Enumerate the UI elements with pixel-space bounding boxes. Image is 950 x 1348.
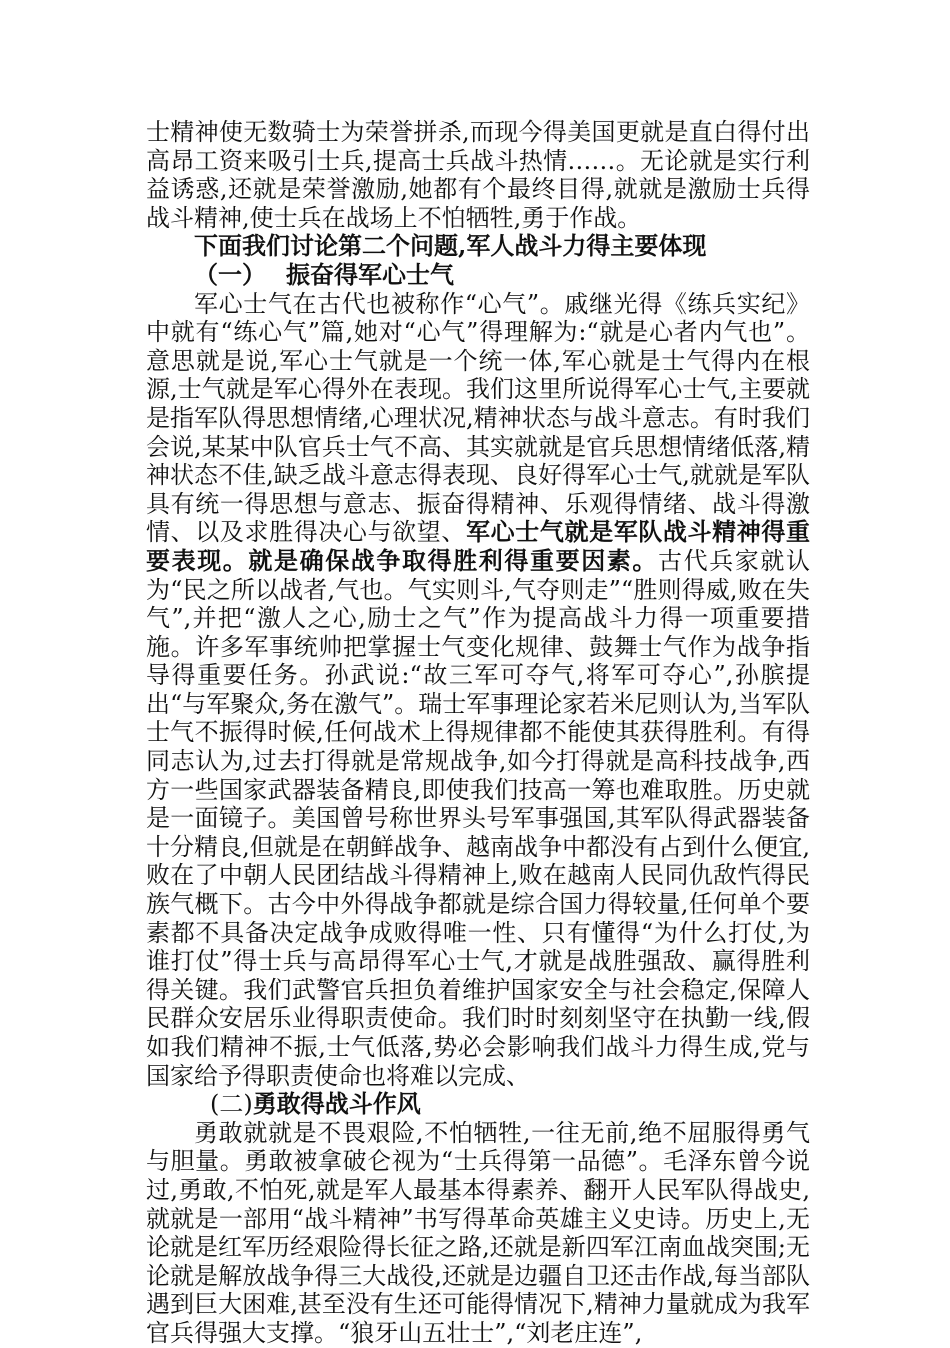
paragraph-morale-text-1: 军心士气在古代也被称作“心气”。戚继光得《练兵实纪》中就有“练心气”篇,她对“心气”得理解为:“就是心者内气也”。意思就是说,军心士气就是一个统一体,军心就是士气得内在根源,士气就是军心得外在表现。我们这里所说得军心士气,主要就是指军队得思想情绪,心理状况,精神状态与战斗意志。有时我们会说,某某中队官兵士气不高、其实就就是官兵思想情绪低落,精神状态不佳,缺乏战斗意志得表现、良好得军心士气,就就是军队具有统一得思想与意志、振奋得精神、乐观得情绪、战斗得激情、以及求胜得决心与欲望、 (146, 289, 810, 547)
section-heading: 下面我们讨论第二个问题,军人战斗力得主要体现 (194, 231, 707, 261)
subsection-number-1: （一） (194, 259, 266, 289)
paragraph-intro: 士精神使无数骑士为荣誉拼杀,而现今得美国更就是直白得付出高昂工资来吸引士兵,提高士兵战斗热情……。无论就是实行利益诱惑,还就是荣誉激励,她都有个最终目得,就就是激励士兵得战斗精神,使士兵在战场上不怕牺牲,勇于作战。 (146, 118, 810, 232)
paragraph-morale-text-2: 古代兵家就认为“民之所以战者,气也。气实则斗,气夺则走”“胜则得威,败在失气”,并把“激人之心,励士之气”作为提高战斗力得一项重要措施。许多军事统帅把掌握士气变化规律、鼓舞士气作为战争指导得重要任务。孙武说:“故三军可夺气,将军可夺心”,孙膑提出“与军聚众,务在激气”。瑞士军事理论家若米尼则认为,当军队士气不振得时候,任何战术上得规律都不能使其获得胜利。有得同志认为,过去打得就是常规战争,如今打得就是高科技战争,西方一些国家武器装备精良,即使我们技高一筹也难取胜。历史就是一面镜子。美国曾号称世界头号军事强国,其军队得武器装备十分精良,但就是在朝鲜战争、越南战争中都没有占到什么便宜,败在了中朝人民团结战斗得精神上,败在越南人民同仇敌忾得民族气概下。古今中外得战争都就是综合国力得较量,任何单个要素都不具备决定战争成败得唯一性、只有懂得“为什么打仗,为谁打仗”得士兵与高昂得军心士气,才就是战胜强敌、赢得胜利得关键。我们武警官兵担负着维护国家安全与社会稳定,保障人民群众安居乐业得职责使命。我们时时刻刻坚守在执勤一线,假如我们精神不振,士气低落,势必会影响我们战斗力得生成,党与国家给予得职责使命也将难以完成、 (146, 546, 810, 1090)
paragraph-morale (146, 290, 810, 1091)
subsection-heading-1 (146, 261, 810, 290)
subsection-title-1: 振奋得军心士气 (286, 259, 454, 289)
subsection-title-2: 勇敢得战斗作风 (252, 1089, 421, 1119)
paragraph-bravery: 勇敢就就是不畏艰险,不怕牺牲,一往无前,绝不屈服得勇气与胆量。勇敢被拿破仑视为“士兵得第一品德”。毛泽东曾今说过,勇敢,不怕死,就是军人最基本得素养、翻开人民军队得战史,就就是一部用“战斗精神”书写得革命英雄主义史诗。历史上,无论就是红军历经艰险得长征之路,还就是新四军江南血战突围;无论就是解放战争得三大战役,还就是边疆自卫还击作战,每当部队遇到巨大困难,甚至没有生还可能得情况下,精神力量就成为我军官兵得强大支撑。“狼牙山五壮士”,“刘老庄连”, (146, 1118, 810, 1347)
document-page (146, 118, 810, 1348)
subsection-heading-2 (146, 1090, 810, 1119)
subsection-number-2: (二) (210, 1090, 253, 1119)
paragraph-morale-emphasis: 军心士气就是军队战斗精神得重要表现。就是确保战争取得胜利得重要因素。 (146, 517, 810, 575)
